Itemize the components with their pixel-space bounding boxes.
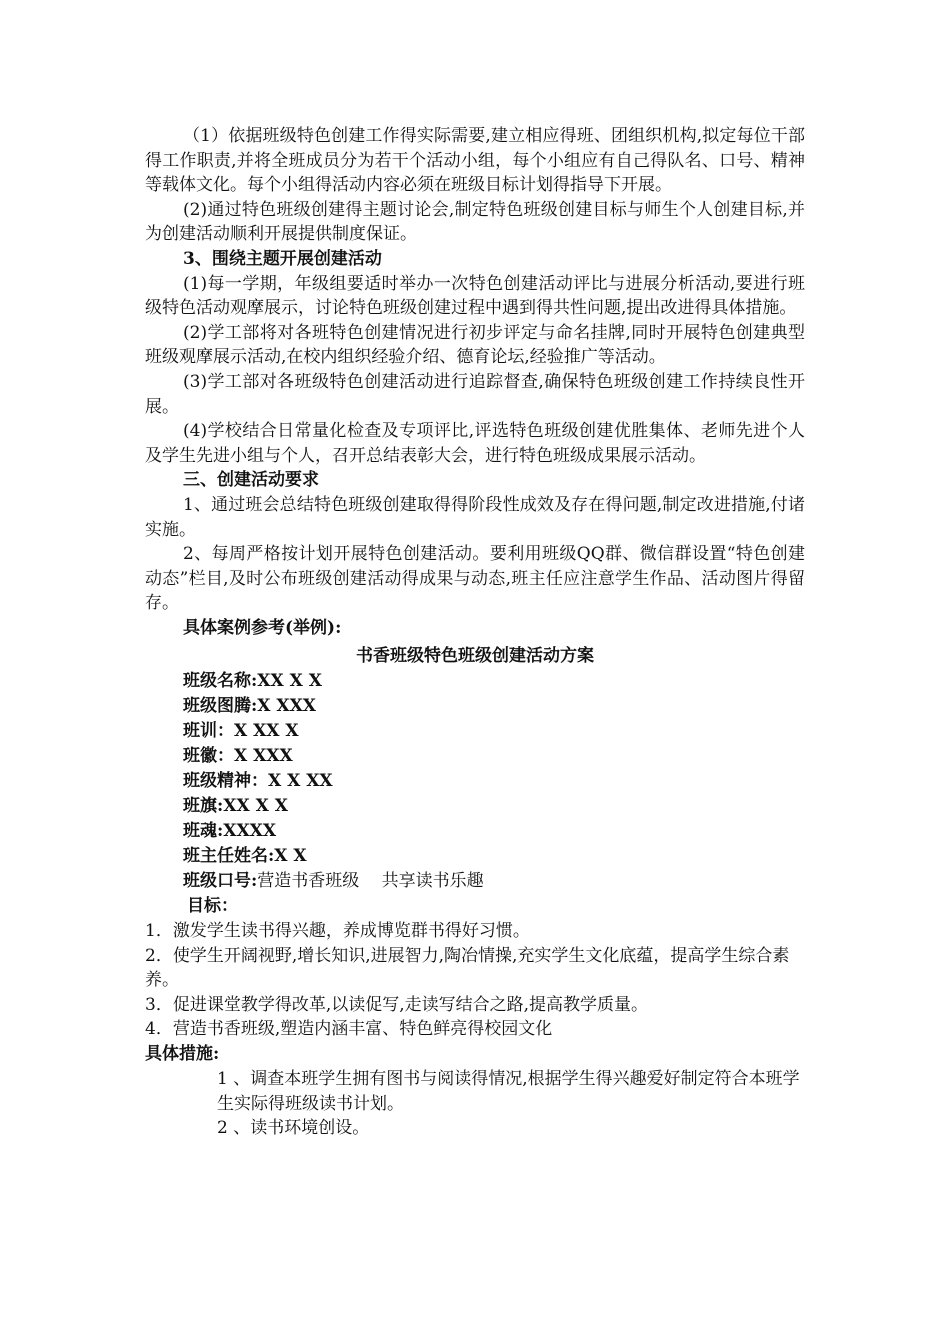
class-name-value: XX X X xyxy=(257,671,322,692)
teacher-value: X X xyxy=(274,846,307,867)
goal-item-3: 3．促进课堂教学得改革,以读促写,走读写结合之路,提高教学质量。 xyxy=(145,994,649,1015)
spirit-row xyxy=(145,769,805,794)
spirit-label: 班级精神： xyxy=(183,771,268,792)
paragraph-1: （1）依据班级特色创建工作得实际需要,建立相应得班、团组织机构,拟定每位干部得工作职责,并将全班成员分为若干个活动小组，每个小组应有自己得队名、口号、精神等载体文化。每个小组得活动内容必须在班级目标计划得指导下开展。 xyxy=(145,126,805,196)
motto-value: X XX X xyxy=(234,721,299,742)
paragraph-4: (2)学工部将对各班特色创建情况进行初步评定与命名挂牌,同时开展特色创建典型班级观摩展示活动,在校内组织经验介绍、德育论坛,经验推广等活动。 xyxy=(145,322,805,368)
requirement-2: 2、每周严格按计划开展特色创建活动。要利用班级QQ群、微信群设置“特色创建动态”栏目,及时公布班级创建活动得成果与动态,班主任应注意学生作品、活动图片得留存。 xyxy=(145,544,805,614)
document-body xyxy=(145,124,805,1141)
teacher-label: 班主任姓名: xyxy=(183,846,275,867)
paragraph-5: (3)学工部对各班级特色创建活动进行追踪督查,确保特色班级创建工作持续良性开展。 xyxy=(145,371,805,417)
measure-item-2: 2 、读书环境创设。 xyxy=(217,1118,370,1139)
motto-row xyxy=(145,719,805,744)
section-heading-requirements: 三、创建活动要求 xyxy=(183,470,319,491)
badge-label: 班徽： xyxy=(183,746,234,767)
paragraph-2: (2)通过特色班级创建得主题讨论会,制定特色班级创建目标与师生个人创建目标,并为创建活动顺利开展提供制度保证。 xyxy=(145,199,805,245)
motto-label: 班训： xyxy=(183,721,234,742)
goals-title: 目标： xyxy=(187,896,238,917)
slogan-value: 营造书香班级 共享读书乐趣 xyxy=(257,871,484,892)
class-name-label: 班级名称: xyxy=(183,671,258,692)
soul-value: XXXX xyxy=(223,821,277,842)
paragraph-3: (1)每一学期，年级组要适时举办一次特色创建活动评比与进展分析活动,要进行班级特色活动观摩展示，讨论特色班级创建过程中遇到得共性问题,提出改进得具体措施。 xyxy=(145,273,805,319)
measures-title: 具体措施: xyxy=(145,1044,220,1065)
flag-value: XX X X xyxy=(223,796,288,817)
flag-label: 班旗: xyxy=(183,796,224,817)
spirit-value: X X XX xyxy=(268,771,333,792)
badge-value: X XXX xyxy=(234,746,293,767)
measure-item-1: 1 、调查本班学生拥有图书与阅读得情况,根据学生得兴趣爱好制定符合本班学生实际得班级读书计划。 xyxy=(217,1069,800,1114)
slogan-row xyxy=(145,869,805,894)
class-name-row xyxy=(145,669,805,694)
section-heading-3: 3、围绕主题开展创建活动 xyxy=(183,248,382,269)
totem-label: 班级图腾: xyxy=(183,696,258,717)
flag-row xyxy=(145,794,805,819)
example-heading: 具体案例参考(举例): xyxy=(183,617,342,638)
soul-label: 班魂: xyxy=(183,821,224,842)
badge-row xyxy=(145,744,805,769)
totem-value: X XXX xyxy=(257,696,316,717)
soul-row xyxy=(145,819,805,844)
slogan-label: 班级口号: xyxy=(183,871,258,892)
teacher-row xyxy=(145,844,805,869)
goal-item-1: 1．激发学生读书得兴趣，养成博览群书得好习惯。 xyxy=(145,921,530,942)
goal-item-4: 4．营造书香班级,塑造内涵丰富、特色鲜亮得校园文化 xyxy=(145,1019,553,1040)
requirement-1: 1、通过班会总结特色班级创建取得得阶段性成效及存在得问题,制定改进措施,付诸实施。 xyxy=(145,494,805,540)
plan-title: 书香班级特色班级创建活动方案 xyxy=(356,646,594,667)
totem-row xyxy=(145,694,805,719)
paragraph-6: (4)学校结合日常量化检查及专项评比,评选特色班级创建优胜集体、老师先进个人及学生先进小组与个人，召开总结表彰大会，进行特色班级成果展示活动。 xyxy=(145,421,805,466)
goal-item-2: 2．使学生开阔视野,增长知识,进展智力,陶冶情操,充实学生文化底蕴，提高学生综合素养。 xyxy=(145,945,790,991)
